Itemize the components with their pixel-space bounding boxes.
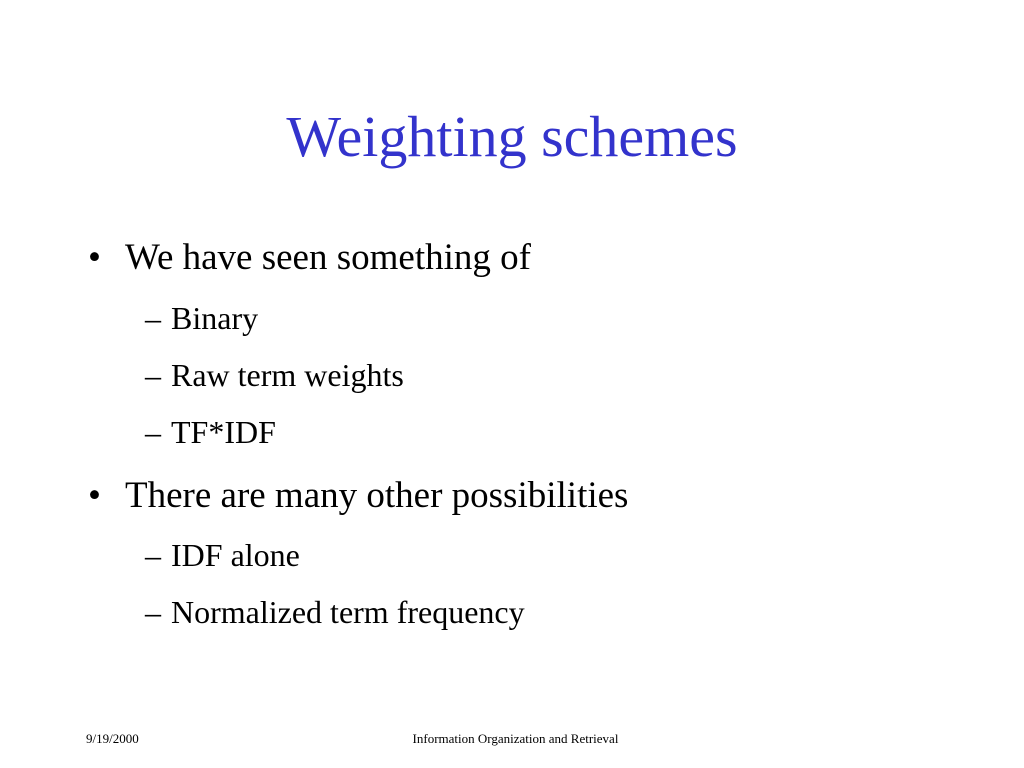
bullet-icon: • [88,237,101,278]
sub-item [0,299,1024,337]
sub-item [0,536,1024,574]
slide-title: Weighting schemes [286,104,738,169]
footer-title: Information Organization and Retrieval [412,731,619,746]
bullet-text: There are many other possibilities [125,475,629,516]
bullet-item [0,236,1024,280]
sub-item [0,593,1024,631]
dash-icon: – [145,414,161,450]
bullet-text: We have seen something of [125,237,531,278]
sub-item [0,356,1024,394]
dash-icon: – [145,357,161,393]
sub-item-text: Binary [171,300,259,336]
bullet-icon: • [88,475,101,516]
bullet-item [0,474,1024,518]
sub-item-text: Raw term weights [171,357,404,393]
sub-item [0,413,1024,451]
dash-icon: – [145,300,161,336]
sub-item-text: TF*IDF [171,414,276,450]
sub-item-text: IDF alone [171,537,300,573]
dash-icon: – [145,537,161,573]
sub-item-text: Normalized term frequency [171,594,525,630]
dash-icon: – [145,594,161,630]
footer-date: 9/19/2000 [86,731,139,746]
